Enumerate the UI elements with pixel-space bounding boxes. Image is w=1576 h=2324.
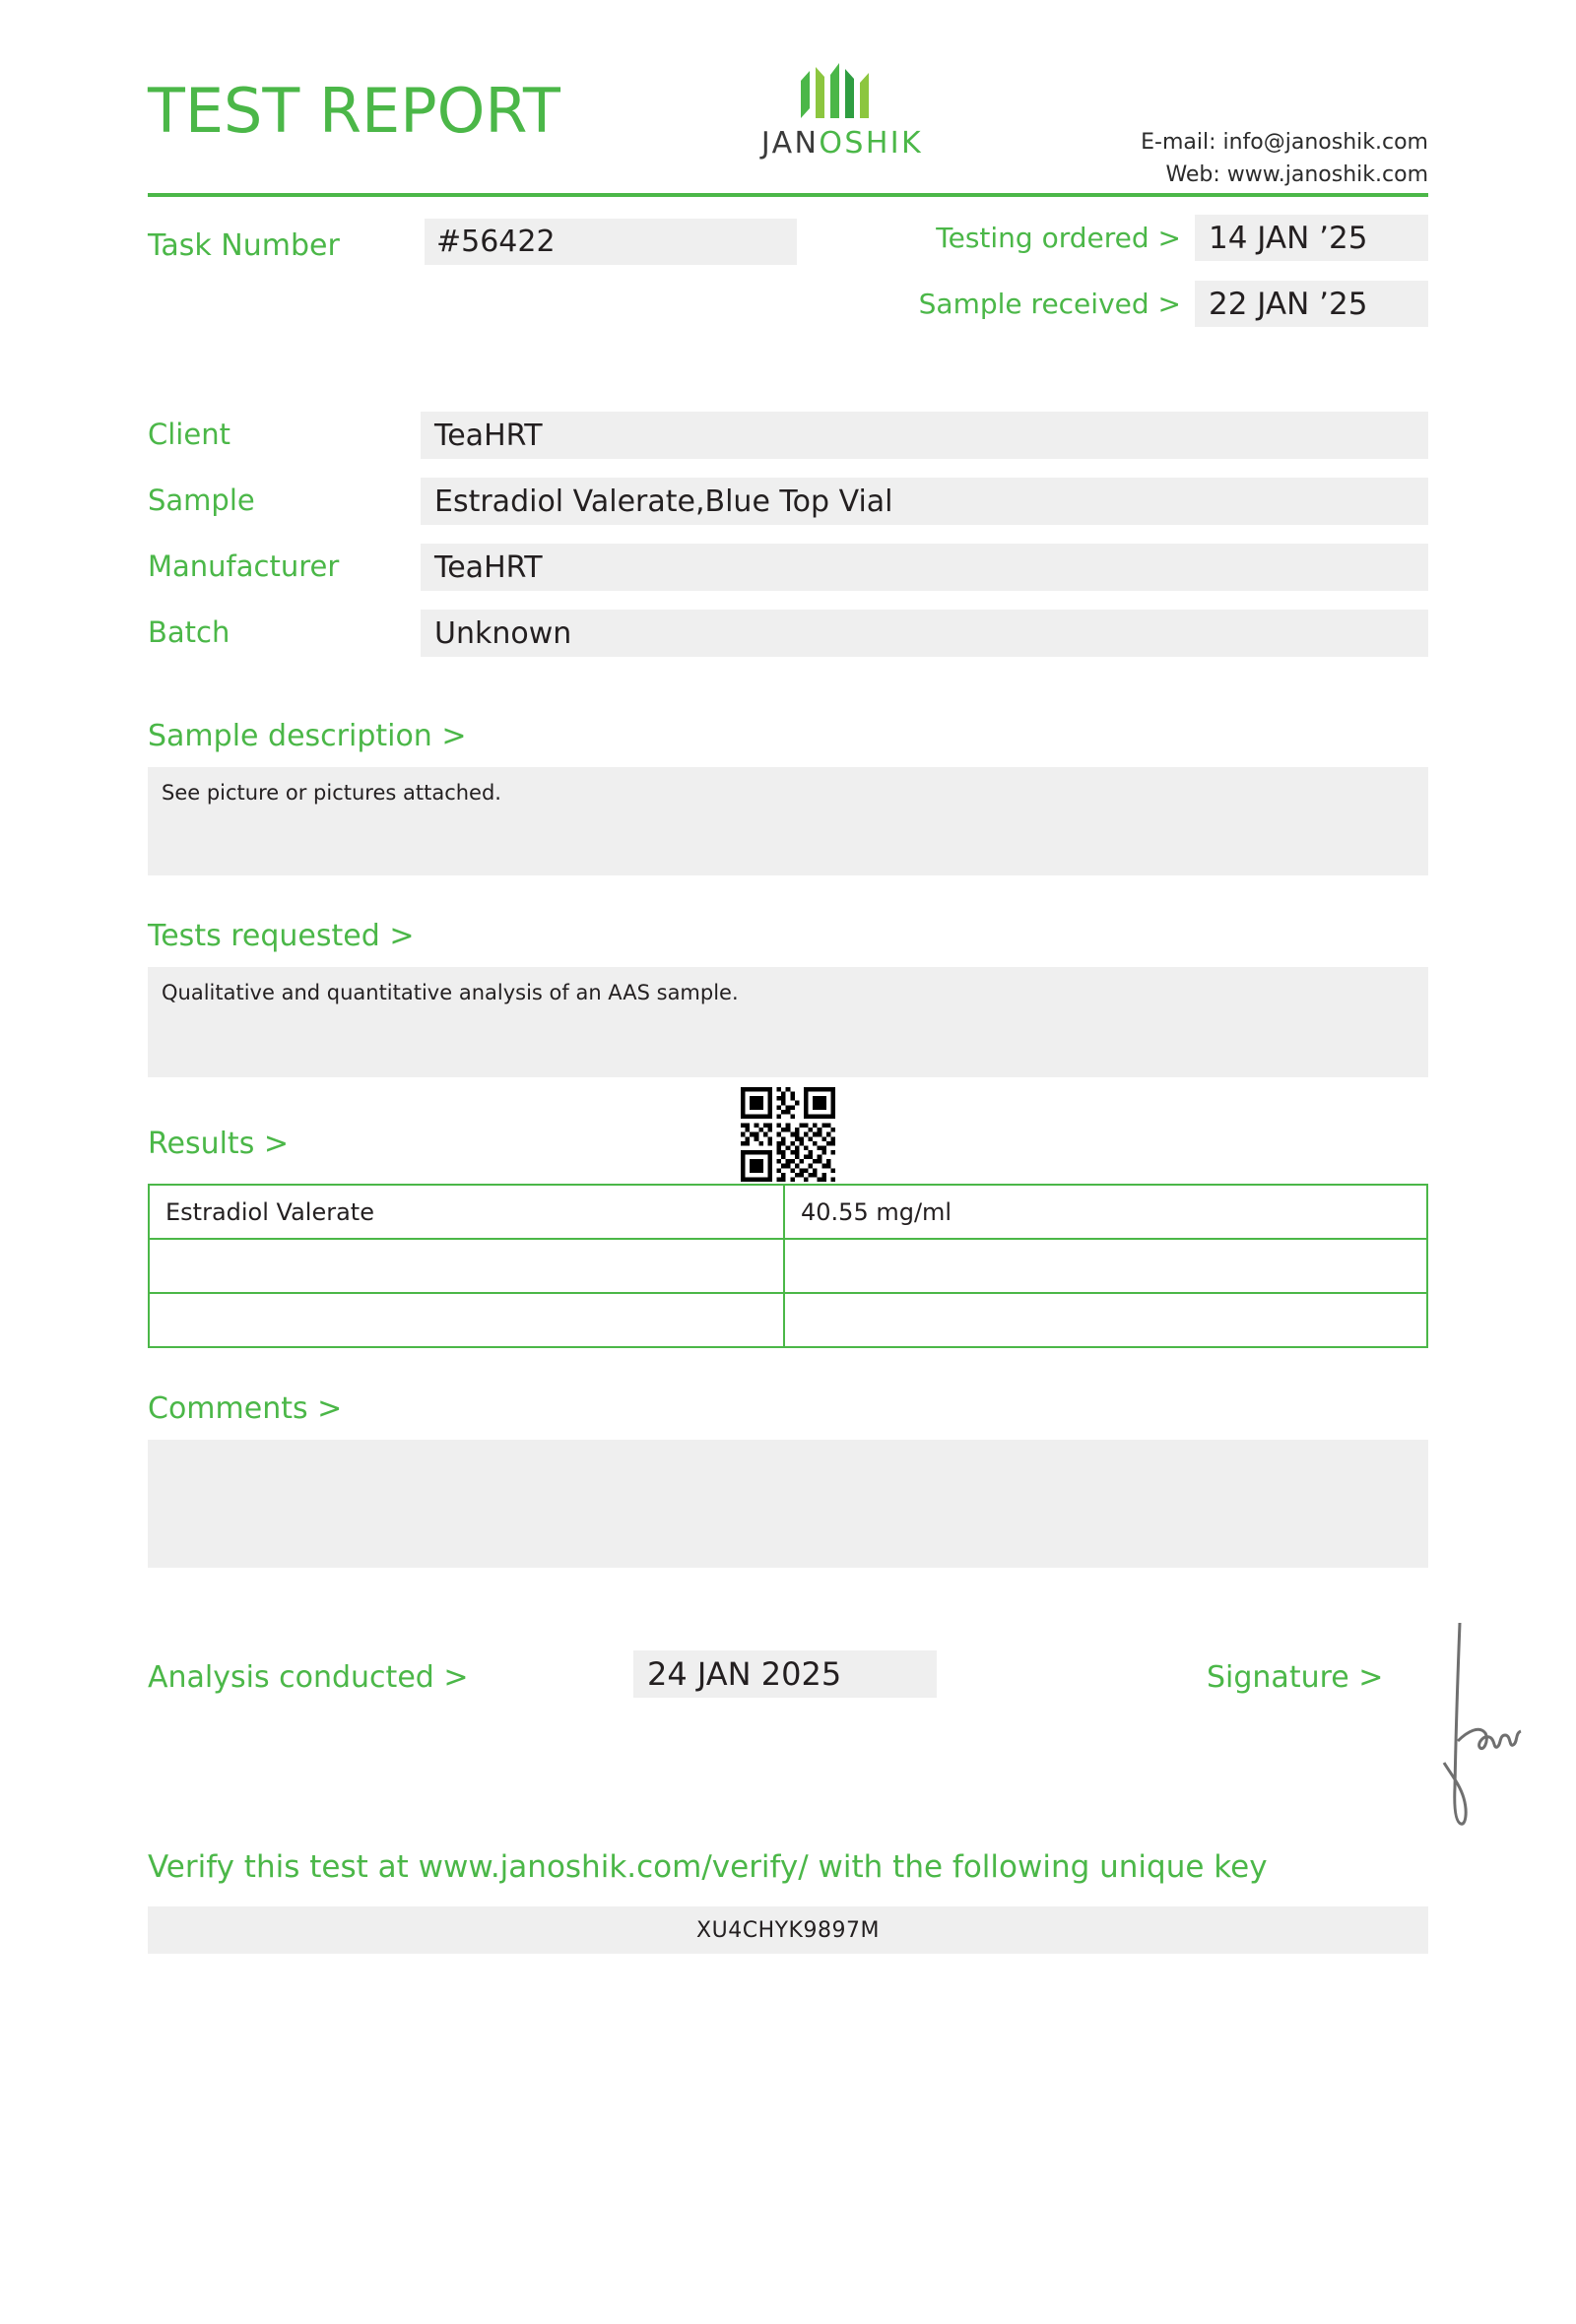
info-value: TeaHRT [421,544,1428,591]
tests-requested-box [148,967,1428,1077]
analysis-conducted-date: 24 JAN 2025 [633,1650,937,1698]
contact-block [1141,126,1428,191]
janoshik-logo [729,61,955,161]
sample-description-text: See picture or pictures attached. [162,781,501,805]
table-row [149,1293,1427,1347]
result-name [149,1293,784,1347]
header-divider [148,193,1428,197]
results-heading: Results > [148,1127,289,1161]
logo-text-dark: JAN [760,126,820,161]
signature-label: Signature > [1207,1660,1384,1695]
info-key: Batch [148,615,230,649]
info-key: Manufacturer [148,549,340,583]
testing-ordered-label: Testing ordered > [936,222,1181,254]
results-table [148,1184,1428,1348]
result-name [149,1239,784,1293]
unique-key-box: XU4CHYK9897M [148,1906,1428,1954]
analysis-section [148,1645,1428,1812]
info-value: Estradiol Valerate,Blue Top Vial [421,478,1428,525]
info-value: TeaHRT [421,412,1428,459]
info-value: Unknown [421,610,1428,657]
testing-ordered-row [877,215,1428,261]
info-row-client [148,412,1428,478]
comments-box [148,1440,1428,1568]
info-key: Sample [148,484,255,517]
signature-image [1428,1615,1546,1832]
sample-received-value: 22 JAN ’25 [1195,281,1428,327]
report-header [148,0,1428,187]
sample-description-box [148,767,1428,875]
page-title: TEST REPORT [148,75,560,147]
logo-wordmark [729,126,955,161]
task-number-label: Task Number [148,228,340,263]
result-name: Estradiol Valerate [149,1185,784,1239]
contact-email: E-mail: info@janoshik.com [1141,130,1428,155]
info-row-sample [148,478,1428,544]
analysis-conducted-label: Analysis conducted > [148,1660,469,1695]
qr-code-icon [734,1087,842,1182]
info-row-batch [148,610,1428,676]
results-heading-row [148,1121,1428,1180]
sample-description-heading: Sample description > [148,719,467,753]
dates-block [877,215,1428,347]
result-value: 40.55 mg/ml [784,1185,1427,1239]
table-row [149,1239,1427,1293]
sample-received-row [877,281,1428,327]
info-key: Client [148,418,230,451]
logo-mark-icon [783,61,901,122]
logo-text-green: OSHIK [819,126,924,161]
result-value [784,1293,1427,1347]
tests-requested-text: Qualitative and quantitative analysis of an AAS sample. [162,981,739,1004]
info-table [148,412,1428,676]
result-value [784,1239,1427,1293]
table-row [149,1185,1427,1239]
testing-ordered-value: 14 JAN ’25 [1195,215,1428,261]
task-section [148,219,1428,335]
sample-received-label: Sample received > [918,288,1181,320]
task-number-value: #56422 [425,219,797,265]
info-row-manufacturer [148,544,1428,610]
tests-requested-heading: Tests requested > [148,919,415,953]
comments-heading: Comments > [148,1391,343,1426]
verify-text: Verify this test at www.janoshik.com/verify/ with the following unique key [148,1849,1268,1885]
contact-web: Web: www.janoshik.com [1165,162,1428,187]
